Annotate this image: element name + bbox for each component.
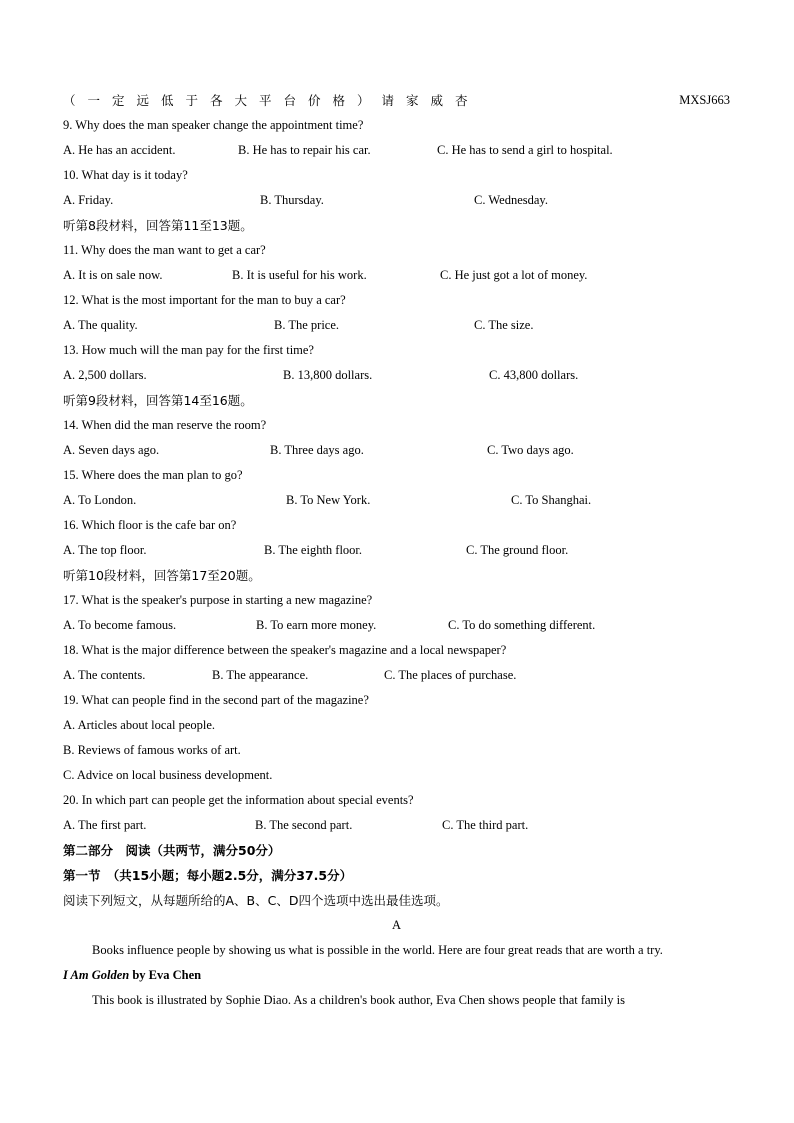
option-b: B. It is useful for his work. <box>232 268 367 282</box>
question-stem: 15. Where does the man plan to go? <box>63 468 243 482</box>
question-stem: 10. What day is it today? <box>63 168 188 182</box>
option-b: B. The price. <box>274 318 340 332</box>
exam-page <box>63 88 730 1013</box>
option-c: C. 43,800 dollars. <box>489 368 579 382</box>
question-options <box>63 313 730 338</box>
option-a: A. Friday. <box>63 193 114 207</box>
question-options <box>63 438 730 463</box>
option-a: A. To become famous. <box>63 618 177 632</box>
question-options <box>63 188 730 213</box>
question-stem: 18. What is the major difference between the speaker's magazine and a local newspaper? <box>63 643 507 657</box>
header-code: MXSJ663 <box>679 93 730 107</box>
option-b: B. The second part. <box>255 818 353 832</box>
option-a: A. It is on sale now. <box>63 268 163 282</box>
book-description: This book is illustrated by Sophie Diao. As a children's book author, Eva Chen shows people that family is <box>92 993 625 1007</box>
option-c: C. He has to send a girl to hospital. <box>437 143 613 157</box>
option-c: C. Two days ago. <box>487 443 574 457</box>
option-a: A. The first part. <box>63 818 147 832</box>
option-c: C. The third part. <box>442 818 529 832</box>
option-b: B. 13,800 dollars. <box>283 368 373 382</box>
question-options <box>63 363 730 388</box>
question-stem: 11. Why does the man want to get a car? <box>63 243 266 257</box>
question-stem: 20. In which part can people get the information about special events? <box>63 793 414 807</box>
question-stem: 19. What can people find in the second part of the magazine? <box>63 693 369 707</box>
option-a: A. Seven days ago. <box>63 443 160 457</box>
option-b: B. The appearance. <box>212 668 309 682</box>
question-options <box>63 613 730 638</box>
option-c: C. To do something different. <box>448 618 596 632</box>
question-stem: 9. Why does the man speaker change the appointment time? <box>63 118 364 132</box>
section-instruction: 听第10段材料，回答第17至20题。 <box>63 568 261 583</box>
section-instruction: 听第9段材料，回答第14至16题。 <box>63 393 253 408</box>
question-options <box>63 663 730 688</box>
option-c: C. Wednesday. <box>474 193 548 207</box>
question-stem: 13. How much will the man pay for the first time? <box>63 343 314 357</box>
option-b: B. He has to repair his car. <box>238 143 371 157</box>
question-stem: 14. When did the man reserve the room? <box>63 418 267 432</box>
option-a: A. The quality. <box>63 318 138 332</box>
question-stem: 17. What is the speaker's purpose in starting a new magazine? <box>63 593 373 607</box>
option-c: C. The places of purchase. <box>384 668 517 682</box>
option-b: B. Three days ago. <box>270 443 364 457</box>
question-options <box>63 813 730 838</box>
passage-label: A <box>391 918 402 932</box>
question-stem: 16. Which floor is the cafe bar on? <box>63 518 237 532</box>
question-options <box>63 263 730 288</box>
option-c: C. The ground floor. <box>466 543 569 557</box>
passage-intro: Books influence people by showing us what is possible in the world. Here are four great reads that are worth a try. <box>92 943 663 957</box>
book-title-line <box>63 963 730 988</box>
option-c: C. Advice on local business development. <box>63 768 273 782</box>
question-options <box>63 138 730 163</box>
option-a: A. He has an accident. <box>63 143 176 157</box>
option-a: A. The top floor. <box>63 543 147 557</box>
option-c: C. To Shanghai. <box>511 493 592 507</box>
option-c: C. He just got a lot of money. <box>440 268 588 282</box>
page-header <box>63 88 730 113</box>
option-b: B. Reviews of famous works of art. <box>63 743 241 757</box>
option-c: C. The size. <box>474 318 534 332</box>
section-heading: 第一节 （共15小题；每小题2.5分，满分37.5分） <box>63 868 353 883</box>
option-b: B. The eighth floor. <box>264 543 363 557</box>
option-a: A. 2,500 dollars. <box>63 368 147 382</box>
section-instruction: 听第8段材料，回答第11至13题。 <box>63 218 253 233</box>
book-author: by Eva Chen <box>129 968 202 982</box>
header-promo-text: （一定远低于各大平台价格）请家威杏 <box>63 93 480 108</box>
option-b: B. To New York. <box>286 493 371 507</box>
option-a: A. Articles about local people. <box>63 718 216 732</box>
option-a: A. To London. <box>63 493 137 507</box>
question-options <box>63 488 730 513</box>
question-stem: 12. What is the most important for the man to buy a car? <box>63 293 346 307</box>
question-options <box>63 538 730 563</box>
option-b: B. Thursday. <box>260 193 324 207</box>
book-title: I Am Golden <box>63 968 130 982</box>
option-b: B. To earn more money. <box>256 618 377 632</box>
reading-instruction: 阅读下列短文，从每题所给的A、B、C、D四个选项中选出最佳选项。 <box>63 893 449 908</box>
part-heading: 第二部分 阅读（共两节，满分50分） <box>63 843 281 858</box>
option-a: A. The contents. <box>63 668 146 682</box>
